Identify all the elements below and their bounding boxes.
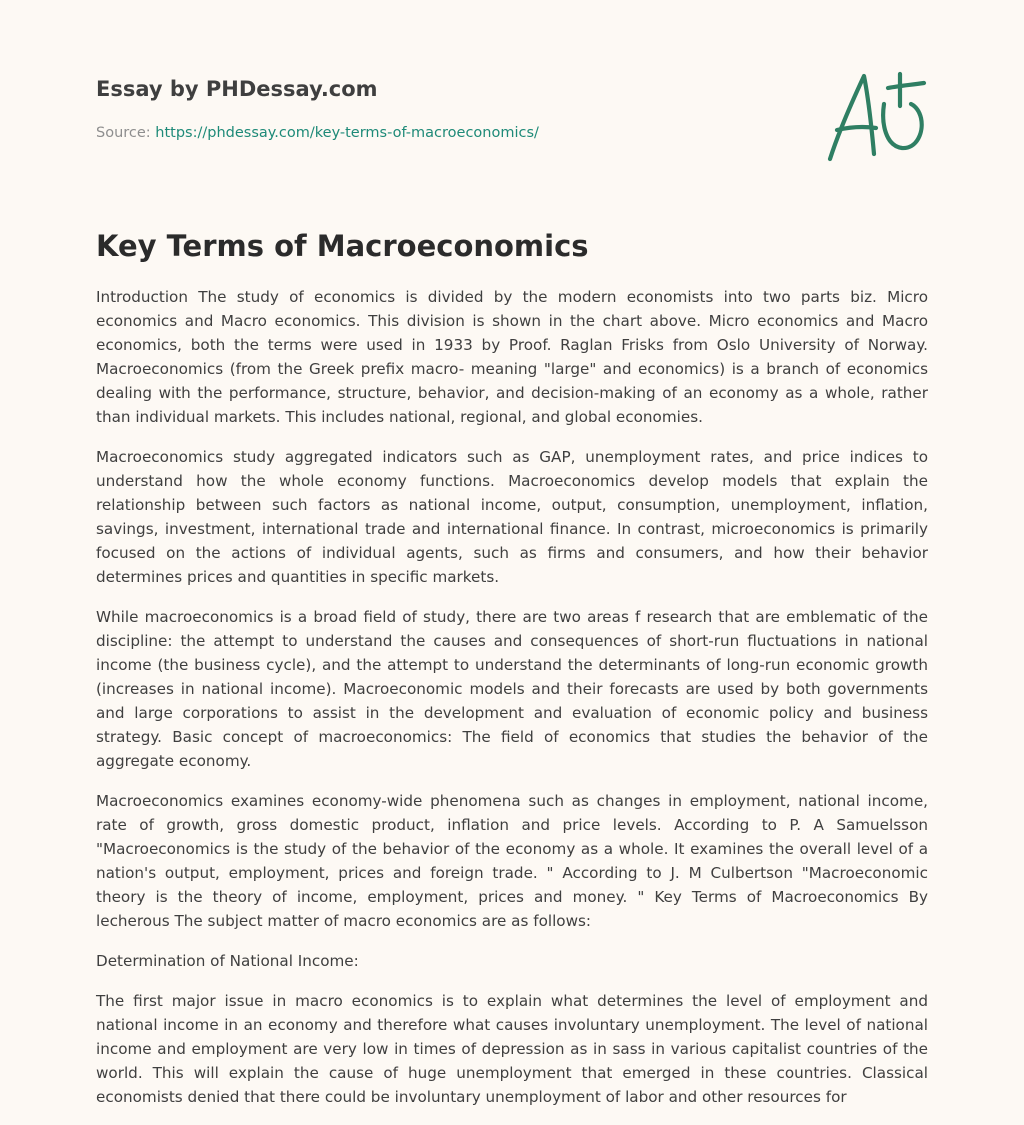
essay-title: Key Terms of Macroeconomics (96, 229, 589, 263)
paragraph: Introduction The study of economics is divided by the modern economists into two parts biz. Micro economics and Macro economics. This division is shown in the chart above. Micro economics and Macro economics, both the terms were used in 1933 by Proof. Raglan Frisks from Oslo University of Norway. Macroeconomics (from the Greek prefix macro- meaning "large" and economics) is a branch of economics dealing with the performance, structure, behavior, and decision-making of an economy as a whole, rather than individual markets. This includes national, regional, and global economies. (96, 288, 928, 426)
paragraph: The first major issue in macro economics is to explain what determines the level of employment and national income in an economy and therefore what causes involuntary unemployment. The level of national income and employment are very low in times of depression as in sass in various capitalist countries of the world. This will explain the cause of huge unemployment that emerged in these countries. Classical economists denied that there could be involuntary unemployment of labor and other resources for (96, 992, 928, 1106)
a-plus-grade-icon (820, 66, 932, 166)
source-link[interactable]: https://phdessay.com/key-terms-of-macroeconomics/ (155, 125, 539, 141)
section-subheading: Determination of National Income: (96, 952, 359, 970)
essay-header (96, 74, 928, 104)
paragraph: While macroeconomics is a broad field of study, there are two areas f research that are emblematic of the discipline: the attempt to understand the causes and consequences of short-run fluctuations in national income (the business cycle), and the attempt to understand the determinants of long-run economic growth (increases in national income). Macroeconomic models and their forecasts are used by both governments and large corporations to assist in the development and evaluation of economic policy and business strategy. Basic concept of macroeconomics: The field of economics that studies the behavior of the aggregate economy. (96, 608, 928, 770)
source-line (96, 123, 539, 143)
essay-body (96, 285, 928, 1125)
brand-title: Essay by PHDessay.com (96, 77, 378, 101)
paragraph: Macroeconomics examines economy-wide phenomena such as changes in employment, national income, rate of growth, gross domestic product, inflation and price levels. According to P. A Samuelsson "Macroeconomics is the study of the behavior of the economy as a whole. It examines the overall level of a nation's output, employment, prices and foreign trade. " According to J. M Culbertson "Macroeconomic theory is the theory of income, employment, prices and money. " Key Terms of Macroeconomics By lecherous The subject matter of macro economics are as follows: (96, 792, 928, 930)
source-label: Source: (96, 125, 151, 141)
paragraph: Macroeconomics study aggregated indicators such as GAP, unemployment rates, and price indices to understand how the whole economy functions. Macroeconomics develop models that explain the relationship between such factors as national income, output, consumption, unemployment, inflation, savings, investment, international trade and international finance. In contrast, microeconomics is primarily focused on the actions of individual agents, such as firms and consumers, and how their behavior determines prices and quantities in specific markets. (96, 448, 928, 586)
